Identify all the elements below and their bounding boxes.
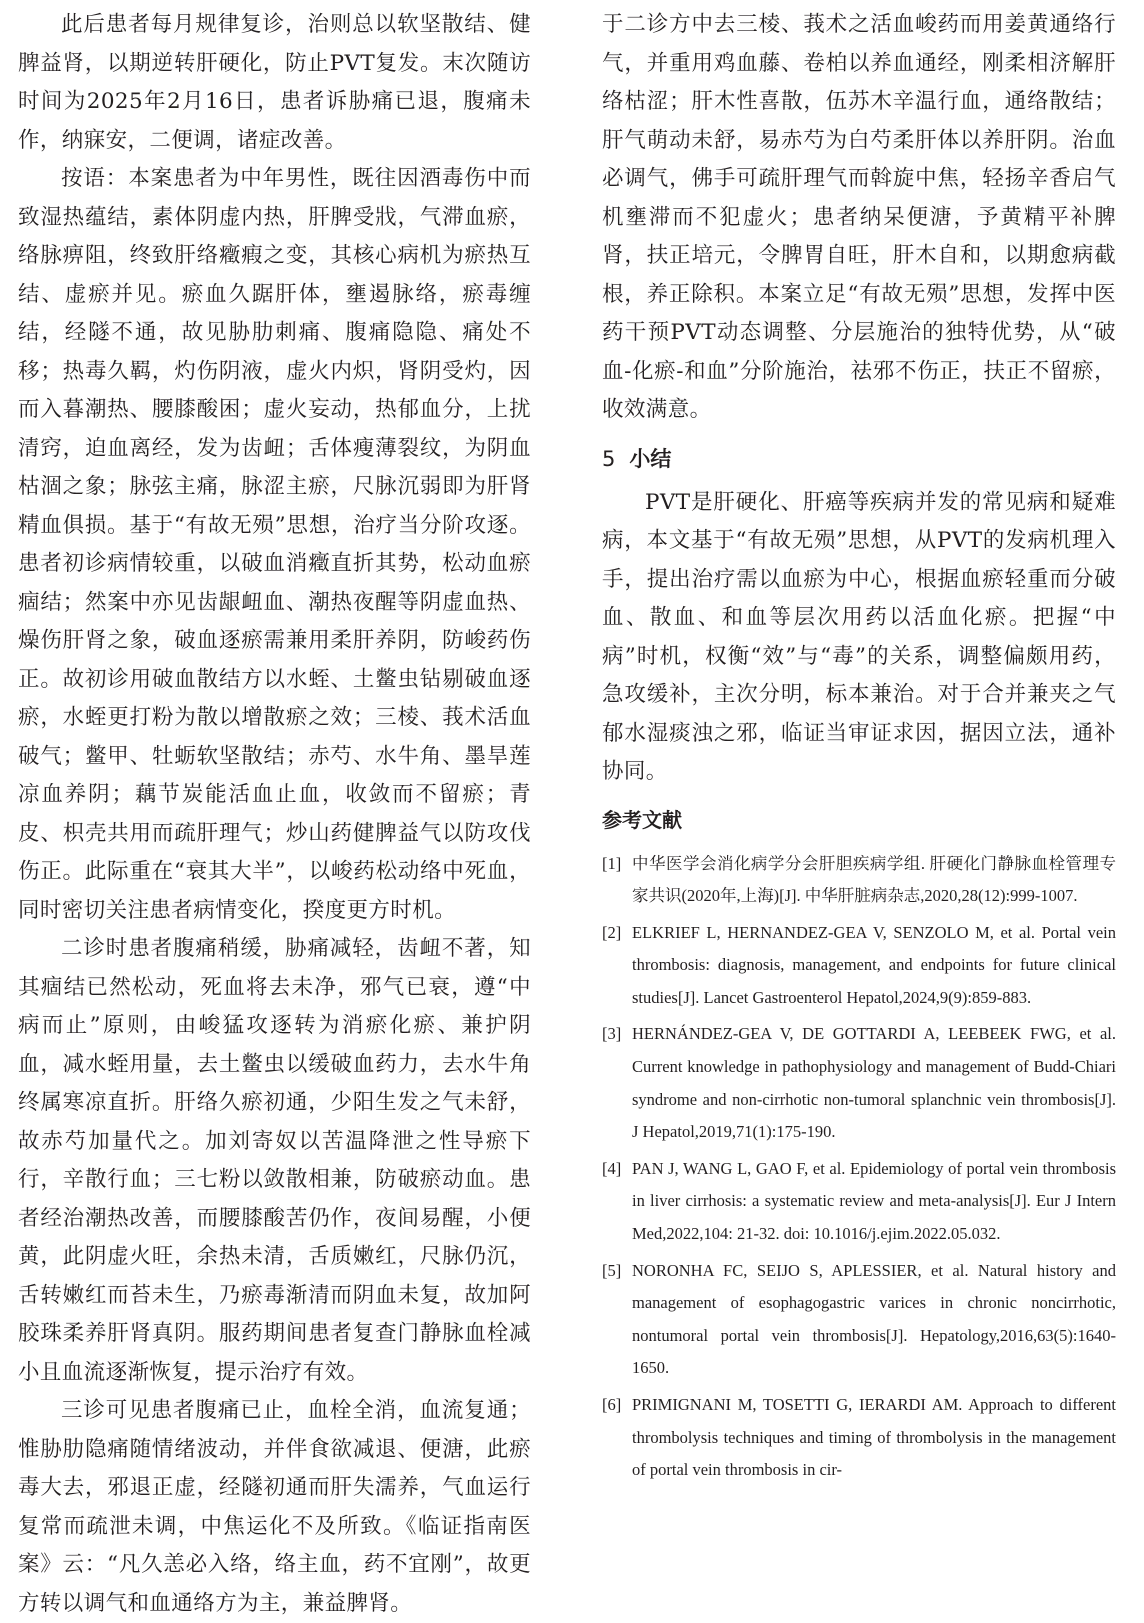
reference-item <box>602 1255 1116 1385</box>
reference-text: 中华医学会消化病学分会肝胆疾病学组. 肝硬化门静脉血栓管理专家共识(2020年,上海)[J]. 中华肝脏病杂志,2020,28(12):999-1007. <box>632 853 1116 906</box>
paragraph-commentary: 按语：本案患者为中年男性，既往因酒毒伤中而致湿热蕴结，素体阴虚内热，肝脾受戕，气滞血瘀，络脉痹阻，终致肝络癥瘕之变，其核心病机为瘀热互结、虚瘀并见。瘀血久踞肝体，壅遏脉络，瘀毒缠结，经隧不通，故见胁肋刺痛、腹痛隐隐、痛处不移；热毒久羁，灼伤阴液，虚火内炽，肾阴受灼，因而入暮潮热、腰膝酸困；虚火妄动，热郁血分，上扰清窍，迫血离经，发为齿衄；舌体瘦薄裂纹，为阴血枯涸之象；脉弦主痛，脉涩主瘀，尺脉沉弱即为肝肾精血俱损。基于“有故无殒”思想，治疗当分阶攻逐。患者初诊病情较重，以破血消癥直折其势，松动血瘀痼结；然案中亦见齿龈衄血、潮热夜醒等阴虚血热、燥伤肝肾之象，破血逐瘀需兼用柔肝养阴，防峻药伤正。故初诊用破血散结方以水蛭、土鳖虫钻剔破血逐瘀，水蛭更打粉为散以增散瘀之效；三棱、莪术活血破气；鳖甲、牡蛎软坚散结；赤芍、水牛角、墨旱莲凉血养阴；藕节炭能活血止血，收敛而不留瘀；青皮、枳壳共用而疏肝理气；炒山药健脾益气以防攻伐伤正。此际重在“衰其大半”，以峻药松动络中死血，同时密切关注患者病情变化，揆度更方时机。 <box>18 166 531 923</box>
section-heading-summary <box>602 444 1116 474</box>
section-number: 5 <box>602 446 616 471</box>
section-title: 小结 <box>629 446 672 471</box>
reference-text: PRIMIGNANI M, TOSETTI G, IERARDI AM. Approach to different thrombolysis techniques and timing of thrombolysis in the management of portal vein thrombosis in cir- <box>632 1395 1116 1480</box>
reference-item <box>602 1389 1116 1487</box>
reference-text: PAN J, WANG L, GAO F, et al. Epidemiology of portal vein thrombosis in liver cirrhosis: a systematic review and meta-analysis[J]. Eur J Intern Med,2022,104: 21-32. doi: 10.1016/j.ejim.2022.05.032. <box>632 1158 1116 1244</box>
reference-number: [3] <box>602 1024 622 1044</box>
left-column <box>18 6 531 1623</box>
reference-text: HERNÁNDEZ-GEA V, DE GOTTARDI A, LEEBEEK FWG, et al. Current knowledge in pathophysiology and management of Budd-Chiari syndrome and non-cirrhotic non-tumoral splanchnic vein thrombosis[J]. J Hepatol,2019,71(1):175-190. <box>632 1024 1116 1142</box>
reference-item <box>602 848 1116 913</box>
reference-number: [6] <box>602 1395 622 1414</box>
reference-list <box>602 848 1116 1487</box>
reference-text: ELKRIEF L, HERNANDEZ-GEA V, SENZOLO M, et al. Portal vein thrombosis: diagnosis, management, and endpoints for future clinical studies[J]. Lancet Gastroenterol Hepatol,2024,9(9):859-883. <box>632 922 1116 1007</box>
paragraph-third-visit: 三诊可见患者腹痛已止，血栓全消，血流复通；惟胁肋隐痛随情绪波动，并伴食欲减退、便溏，此瘀毒大去，邪退正虚，经隧初通而肝失濡养，气血运行复常而疏泄未调，中焦运化不及所致。《临证指南医案》云：“凡久恙必入络，络主血，药不宜刚”，故更方转以调气和血通络方为主，兼益脾肾。 <box>18 1398 531 1616</box>
reference-number: [1] <box>602 853 622 873</box>
reference-number: [5] <box>602 1260 622 1280</box>
reference-item <box>602 917 1116 1015</box>
references-heading: 参考文献 <box>602 807 682 832</box>
paragraph-second-visit: 二诊时患者腹痛稍缓，胁痛减轻，齿衄不著，知其痼结已然松动，死血将去未净，邪气已衰，遵“中病而止”原则，由峻猛攻逐转为消瘀化瘀、兼护阴血，减水蛭用量，去土鳖虫以缓破血药力，去水牛角终属寒凉直折。肝络久瘀初通，少阳生发之气未舒，故赤芍加量代之。加刘寄奴以苦温降泄之性导瘀下行，辛散行血；三七粉以敛散相兼，防破瘀动血。患者经治潮热改善，而腰膝酸苦仍作，夜间易醒，小便黄，此阴虚火旺，余热未清，舌质嫩红，尺脉仍沉，舌转嫩红而苔未生，乃瘀毒渐清而阴血未复，故加阿胶珠柔养肝肾真阴。服药期间患者复查门静脉血栓减小且血流逐渐恢复，提示治疗有效。 <box>18 936 531 1385</box>
paragraph-third-visit-continued: 于二诊方中去三棱、莪术之活血峻药而用姜黄通络行气，并重用鸡血藤、卷柏以养血通经，刚柔相济解肝络枯涩；肝木性喜散，伍苏木辛温行血，通络散结；肝气萌动未舒，易赤芍为白芍柔肝体以养肝阴。治血必调气，佛手可疏肝理气而斡旋中焦，轻扬辛香启气机壅滞而不犯虚火；患者纳呆便溏，予黄精平补脾肾，扶正培元，令脾胃自旺，肝木自和，以期愈病截根，养正除积。本案立足“有故无殒”思想，发挥中医药干预PVT动态调整、分层施治的独特优势，从“破血-化瘀-和血”分阶施治，祛邪不伤正，扶正不留瘀，收效满意。 <box>602 12 1116 422</box>
reference-number: [2] <box>602 922 622 942</box>
right-column <box>602 6 1116 1491</box>
reference-item <box>602 1153 1116 1251</box>
reference-text: NORONHA FC, SEIJO S, APLESSIER, et al. Natural history and management of esophagogastric varices in chronic noncirrhotic, nontumoral portal vein thrombosis[J]. Hepatology,2016,63(5):1640-1650. <box>632 1260 1116 1378</box>
paragraph-followup: 此后患者每月规律复诊，治则总以软坚散结、健脾益肾，以期逆转肝硬化，防止PVT复发。末次随访时间为2025年2月16日，患者诉胁痛已退，腹痛未作，纳寐安，二便调，诸症改善。 <box>18 12 531 153</box>
reference-number: [4] <box>602 1158 622 1178</box>
reference-item <box>602 1018 1116 1148</box>
paragraph-summary: PVT是肝硬化、肝癌等疾病并发的常见病和疑难病，本文基于“有故无殒”思想，从PVT的发病机理入手，提出治疗需以血瘀为中心，根据血瘀轻重而分破血、散血、和血等层次用药以活血化瘀。把握“中病”时机，权衡“效”与“毒”的关系，调整偏颇用药，急攻缓补，主次分明，标本兼治。对于合并兼夹之气郁水湿痰浊之邪，临证当审证求因，据因立法，通补协同。 <box>602 489 1116 784</box>
